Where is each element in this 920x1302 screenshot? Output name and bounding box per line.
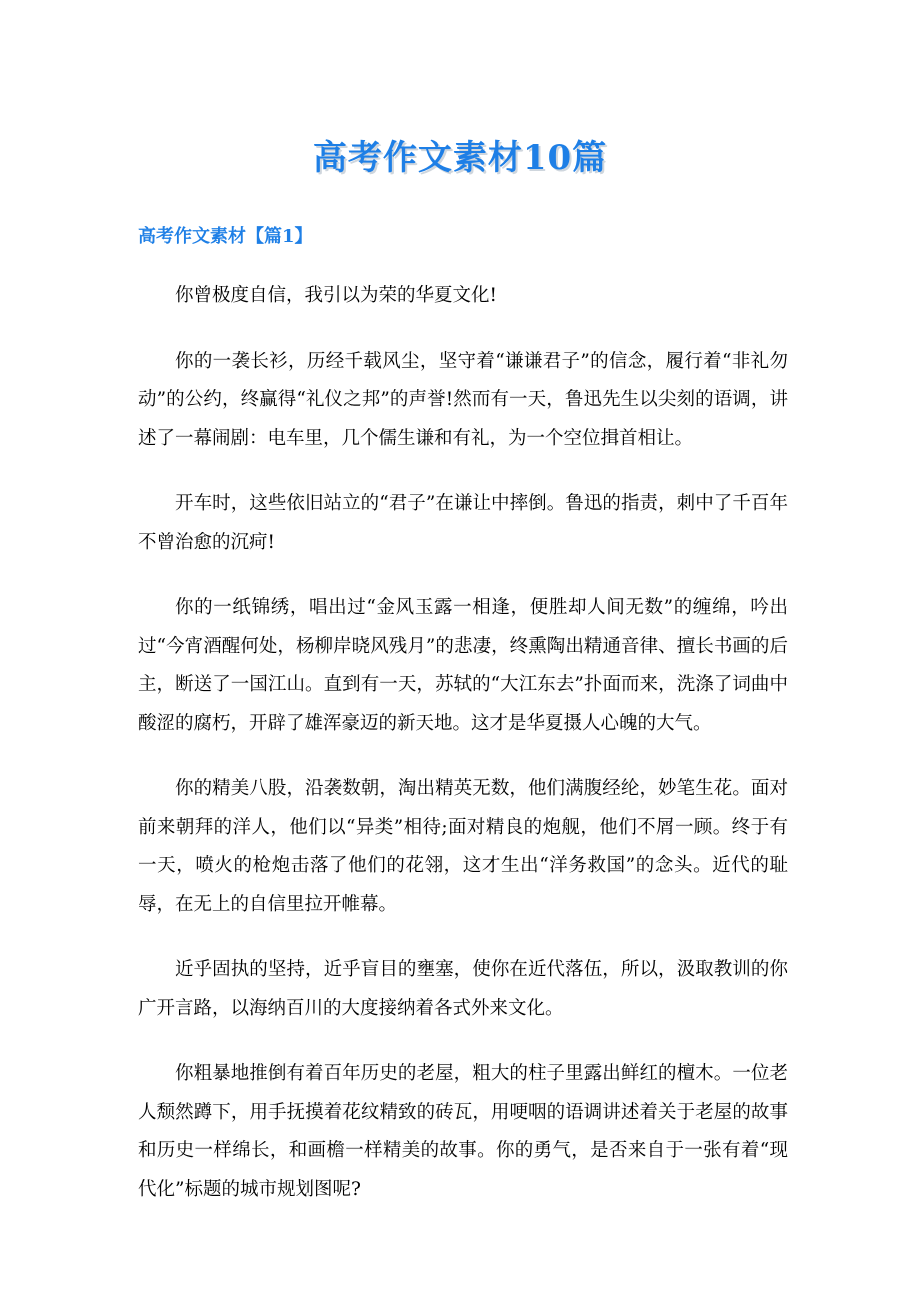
paragraph-7: 你粗暴地推倒有着百年历史的老屋，粗大的柱子里露出鲜红的檀木。一位老人颓然蹲下，用手抚摸着花纹精致的砖瓦，用哽咽的语调讲述着关于老屋的故事和历史一样绵长，和画檐一样精美的故事。你的勇气，是否来自于一张有着“现代化”标题的城市规划图呢? [138, 1063, 788, 1200]
document-title [0, 133, 920, 183]
paragraph-1: 你曾极度自信，我引以为荣的华夏文化! [175, 285, 497, 306]
paragraph-3: 开车时，这些依旧站立的“君子”在谦让中摔倒。鲁迅的指责，刺中了千百年不曾治愈的沉疴! [138, 493, 788, 553]
paragraph-6: 近乎固执的坚持，近乎盲目的壅塞，使你在近代落伍，所以，汲取教训的你广开言路，以海纳百川的大度接纳着各式外来文化。 [138, 959, 788, 1019]
paragraph-2: 你的一袭长衫，历经千载风尘，坚守着“谦谦君子”的信念，履行着“非礼勿动”的公约，终赢得“礼仪之邦”的声誉!然而有一天，鲁迅先生以尖刻的语调，讲述了一幕闹剧：电车里，几个儒生谦和有礼，为一个空位揖首相让。 [138, 350, 788, 449]
article-body [138, 277, 788, 1236]
document-title-text: 高考作文素材10篇 [312, 138, 608, 178]
paragraph-4: 你的一纸锦绣，唱出过“金风玉露一相逢，便胜却人间无数”的缠绵，吟出过“今宵酒醒何处，杨柳岸晓风残月”的悲凄，终熏陶出精通音律、擅长书画的后主，断送了一国江山。直到有一天，苏轼的“大江东去”扑面而来，洗涤了词曲中酸涩的腐朽，开辟了雄浑豪迈的新天地。这才是华夏摄人心魄的大气。 [138, 597, 788, 734]
section-heading: 高考作文素材【篇1】 [138, 226, 313, 247]
paragraph-5: 你的精美八股，沿袭数朝，淘出精英无数，他们满腹经纶，妙笔生花。面对前来朝拜的洋人，他们以“异类”相待;面对精良的炮舰，他们不屑一顾。终于有一天，喷火的枪炮击落了他们的花翎，这才生出“洋务救国”的念头。近代的耻辱，在无上的自信里拉开帷幕。 [138, 778, 788, 915]
